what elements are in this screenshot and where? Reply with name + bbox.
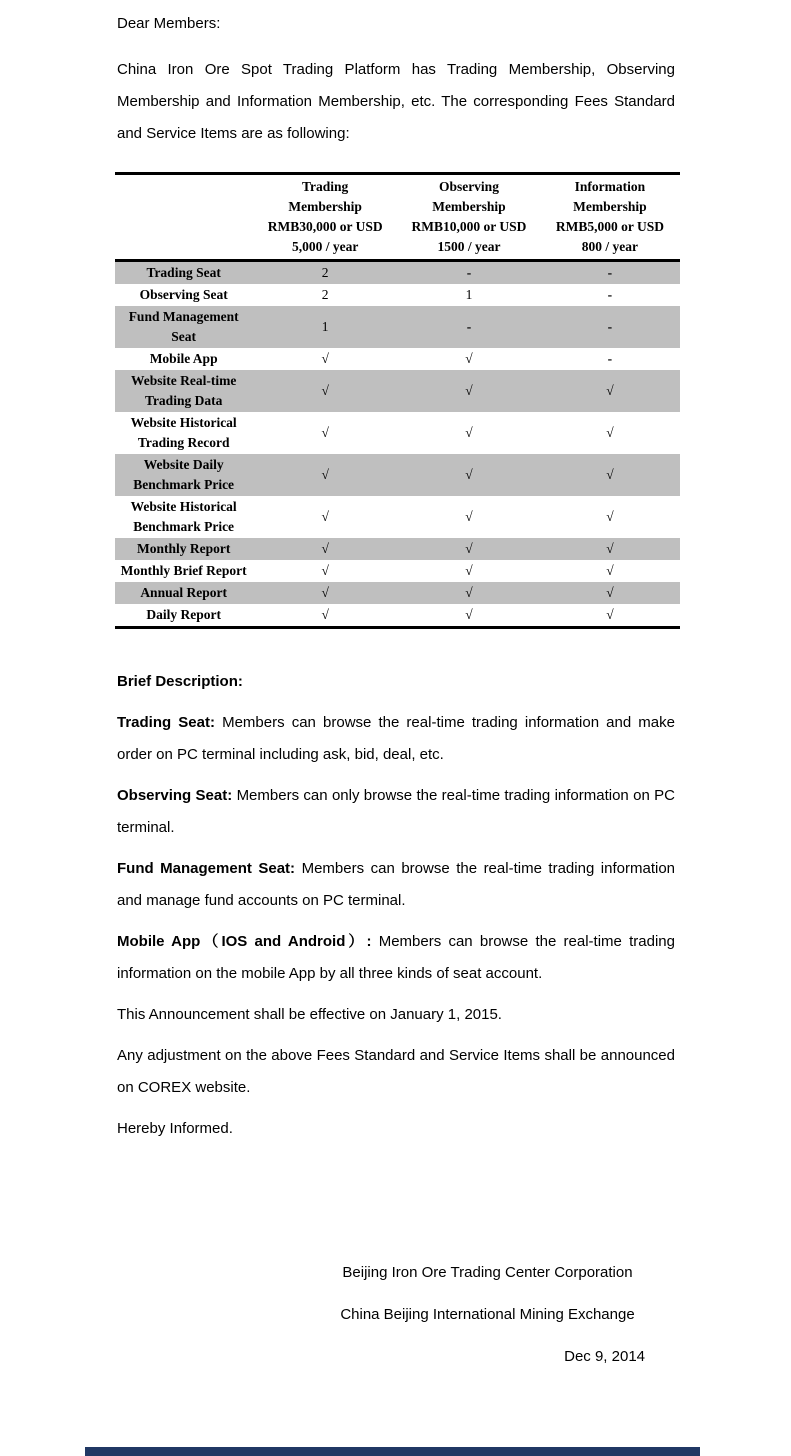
- description-text: Members can browse the real-time trading information on the mobile App by all three kinds of seat account.: [117, 933, 675, 982]
- signature-block: [330, 1257, 645, 1373]
- salutation: Dear Members:: [117, 15, 221, 32]
- description-text: Members can browse the real-time trading information and make order on PC terminal including ask, bid, deal, etc.: [117, 714, 675, 763]
- table-cell-value: √: [465, 541, 473, 556]
- table-cell-value: √: [465, 563, 473, 578]
- table-row: [115, 412, 680, 454]
- table-cell-value: √: [465, 585, 473, 600]
- table-cell-value: √: [465, 425, 473, 440]
- fees-table: [115, 172, 680, 629]
- table-cell-value: √: [321, 607, 329, 622]
- table-cell-value: √: [321, 509, 329, 524]
- table-row: [115, 582, 680, 604]
- effective-date-paragraph: This Announcement shall be effective on January 1, 2015.: [117, 1006, 502, 1023]
- table-cell-value: √: [465, 351, 473, 366]
- description-term: Trading Seat:: [117, 714, 215, 731]
- table-cell-value: √: [465, 383, 473, 398]
- header-cell-empty: [115, 174, 252, 261]
- table-cell-value: √: [606, 563, 614, 578]
- row-label: Mobile App: [149, 351, 218, 366]
- hereby-informed: Hereby Informed.: [117, 1120, 233, 1137]
- bottom-cutoff-bar: [85, 1447, 700, 1456]
- fees-table-body: [115, 261, 680, 628]
- description-term: Observing Seat:: [117, 787, 233, 804]
- table-row: [115, 560, 680, 582]
- table-cell-value: -: [466, 319, 472, 334]
- brief-description-heading: Brief Description:: [117, 673, 243, 690]
- adjustment-paragraph: Any adjustment on the above Fees Standard and Service Items shall be announced on COREX website.: [117, 1047, 675, 1096]
- table-cell-value: √: [606, 383, 614, 398]
- table-cell-value: √: [606, 467, 614, 482]
- row-label: Website Historical Trading Record: [130, 415, 237, 450]
- table-row: [115, 604, 680, 628]
- table-cell-value: √: [321, 425, 329, 440]
- table-row: [115, 348, 680, 370]
- description-text: Members can only browse the real-time trading information on PC terminal.: [117, 787, 675, 836]
- header-cell-observing-membership: Observing Membership RMB10,000 or USD 1500 / year: [398, 174, 540, 261]
- description-term: Fund Management Seat:: [117, 860, 296, 877]
- row-label: Observing Seat: [139, 287, 228, 302]
- table-row: [115, 454, 680, 496]
- intro-paragraph: China Iron Ore Spot Trading Platform has Trading Membership, Observing Membership and Information Membership, etc. The corresponding Fees Standard and Service Items are as following:: [117, 61, 675, 142]
- table-cell-value: √: [606, 509, 614, 524]
- table-cell-value: 2: [321, 265, 329, 280]
- table-row: [115, 261, 680, 285]
- row-label: Fund Management Seat: [128, 309, 239, 344]
- signature-org-1: Beijing Iron Ore Trading Center Corporation: [342, 1264, 633, 1281]
- header-cell-trading-membership: Trading Membership RMB30,000 or USD 5,000 / year: [252, 174, 398, 261]
- table-row: [115, 306, 680, 348]
- table-cell-value: √: [606, 541, 614, 556]
- table-cell-value: √: [606, 425, 614, 440]
- table-cell-value: 1: [321, 319, 329, 334]
- header-row: [115, 174, 680, 261]
- table-cell-value: √: [321, 563, 329, 578]
- description-mobile-app: [117, 926, 675, 990]
- table-cell-value: √: [606, 607, 614, 622]
- row-label: Website Real-time Trading Data: [130, 373, 237, 408]
- row-label: Daily Report: [146, 607, 221, 622]
- row-label: Annual Report: [140, 585, 227, 600]
- table-row: [115, 370, 680, 412]
- signature-date: Dec 9, 2014: [564, 1348, 645, 1365]
- table-cell-value: √: [321, 585, 329, 600]
- signature-org-2: China Beijing International Mining Exchange: [340, 1306, 635, 1323]
- table-row: [115, 284, 680, 306]
- description-term: Mobile App（IOS and Android）:: [117, 933, 372, 950]
- table-cell-value: √: [321, 467, 329, 482]
- table-cell-value: √: [465, 509, 473, 524]
- row-label: Website Historical Benchmark Price: [130, 499, 237, 534]
- table-row: [115, 538, 680, 560]
- table-cell-value: √: [606, 585, 614, 600]
- announcement-document: [117, 8, 675, 1373]
- table-cell-value: √: [465, 467, 473, 482]
- description-text: Members can browse the real-time trading information and manage fund accounts on PC terminal.: [117, 860, 676, 909]
- description-observing-seat: [117, 780, 675, 844]
- table-cell-value: 2: [321, 287, 329, 302]
- table-cell-value: -: [607, 351, 613, 366]
- table-cell-value: √: [321, 541, 329, 556]
- header-cell-information-membership: Information Membership RMB5,000 or USD 800 / year: [540, 174, 680, 261]
- table-cell-value: √: [321, 383, 329, 398]
- table-cell-value: 1: [465, 287, 473, 302]
- table-cell-value: -: [607, 287, 613, 302]
- table-cell-value: -: [607, 319, 613, 334]
- table-cell-value: √: [465, 607, 473, 622]
- table-cell-value: √: [321, 351, 329, 366]
- fees-table-wrapper: [115, 172, 680, 629]
- row-label: Trading Seat: [146, 265, 221, 280]
- table-cell-value: -: [607, 265, 613, 280]
- description-fund-management-seat: [117, 853, 675, 917]
- description-trading-seat: [117, 707, 675, 771]
- fees-table-header: [115, 174, 680, 261]
- row-label: Website Daily Benchmark Price: [133, 457, 235, 492]
- row-label: Monthly Report: [136, 541, 231, 556]
- row-label: Monthly Brief Report: [120, 563, 247, 578]
- table-row: [115, 496, 680, 538]
- table-cell-value: -: [466, 265, 472, 280]
